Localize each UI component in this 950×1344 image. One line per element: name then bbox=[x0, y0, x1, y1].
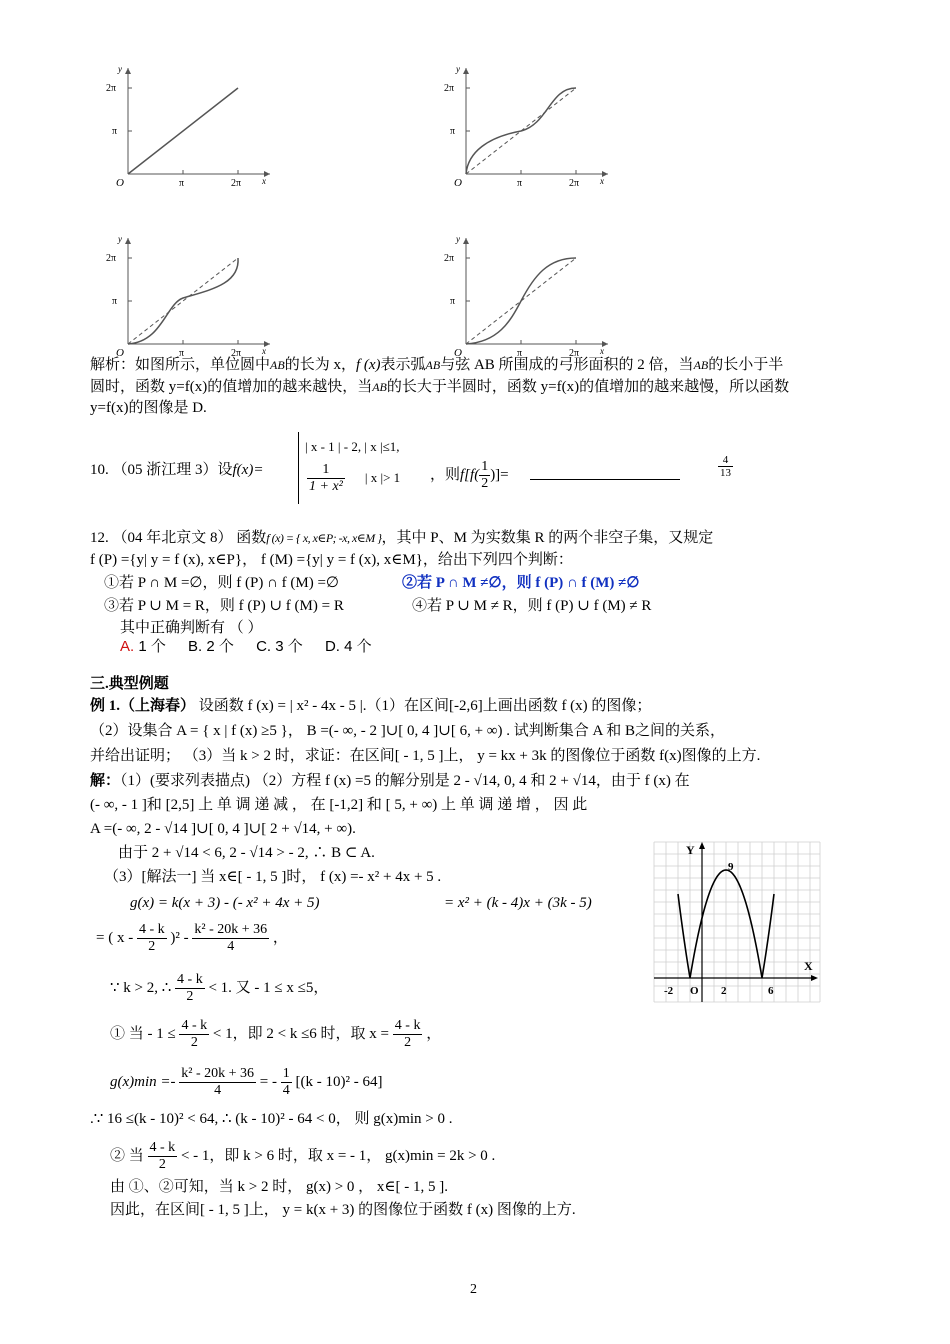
tick-6: 6 bbox=[768, 985, 774, 997]
ex1-sol-9: ① 当 - 1 ≤ $\frac{4 - k}{2}$ < 1，即 2 < k ≤6 时，取 x = $\frac{4 - k}{2}$ ， bbox=[110, 1018, 442, 1050]
svg-text:y: y bbox=[118, 234, 122, 244]
q10-piecewise: | x - 1 | - 2, | x |≤1, $\frac{1}{\text{1 + x²}}$ | x |> 1 bbox=[298, 432, 429, 504]
ex1-sol-7: = ( x - $\frac{4 - k}{2}$ )² - $\frac{\text{k² - 20k + 36}}{4}$ ， bbox=[96, 922, 288, 954]
graph-d bbox=[438, 232, 618, 362]
x-axis-label: x bbox=[262, 176, 266, 186]
q12-judgement-1: ①若 P ∩ M =∅，则 f (P) ∩ f (M) =∅ bbox=[104, 575, 339, 591]
svg-text:2π: 2π bbox=[569, 178, 580, 189]
ex1-sol-14: 因此，在区间[ - 1, 5 ]上， y = k(x + 3) 的图像位于函数 f (x) 图像的上方. bbox=[110, 1202, 576, 1218]
graph-a bbox=[100, 62, 280, 192]
graph-x-label: X bbox=[804, 959, 813, 973]
q12-line-1: 12. （04 年北京文 8） 函数f (x) = { x, x∈P; -x, x∈M }，其中 P、M 为实数集 R 的两个非空子集，又规定 bbox=[90, 530, 714, 546]
ex1-sol-2: (- ∞, - 1 ]和 [2,5] 上 单 调 递 减 ， 在 [-1,2] 和 [ 5, + ∞) 上 单 调 递 增 ， 因 此 bbox=[90, 797, 588, 813]
graph-peak-label: 9 bbox=[728, 861, 734, 873]
q12-option-b: B. 2 个 bbox=[188, 638, 234, 655]
tick-2pi: 2π bbox=[106, 83, 117, 94]
svg-text:O: O bbox=[454, 177, 462, 189]
svg-text:x: x bbox=[600, 176, 604, 186]
q12-options: A. 1 个 B. 2 个 C. 3 个 D. 4 个 bbox=[120, 638, 372, 655]
ex1-sol-11: .∵ 16 ≤(k - 10)² < 64, ∴ (k - 10)² - 64 < 0， 则 g(x)min > 0 . bbox=[90, 1111, 453, 1127]
section-title: 三.典型例题 bbox=[90, 676, 169, 692]
ex1-sol-5: （3）[解法一] 当 x∈[ - 1, 5 ]时， f (x) =- x² + 4x + 5 . bbox=[104, 869, 442, 885]
svg-text:2π: 2π bbox=[231, 348, 242, 359]
q10-answer: $\frac{4}{13}$ bbox=[720, 454, 731, 479]
tick-origin: O bbox=[690, 985, 699, 997]
q10-label: 10. （05 浙江理 3）设f(x)= bbox=[90, 462, 264, 478]
q12-ask: 其中正确判断有 （ ） bbox=[120, 620, 263, 636]
ex1-sol-1: 解：（1）(要求列表描点) （2）方程 f (x) =5 的解分别是 2 - √14, 0, 4 和 2 + √14，由于 f (x) 在 bbox=[90, 773, 690, 789]
svg-text:x: x bbox=[262, 346, 266, 356]
q10-then: ，则f[f( $\frac{1}{2}$ )]= bbox=[430, 459, 509, 491]
svg-text:2π: 2π bbox=[444, 83, 455, 94]
ex1-line-2: （2）设集合 A = { x | f (x) ≥5 }， B =(- ∞, - 2 ]∪[ 0, 4 ]∪[ 6, + ∞) . 试判断集合 A 和 B之间的关系， bbox=[90, 723, 726, 739]
tick-2pi-x: 2π bbox=[231, 178, 242, 189]
tick-pi: π bbox=[112, 126, 118, 137]
q12-line-2: f (P) ={y| y = f (x), x∈P}， f (M) ={y| y = f (x), x∈M}，给出下列四个判断： bbox=[90, 552, 573, 568]
svg-text:π: π bbox=[517, 178, 523, 189]
tick-2: 2 bbox=[721, 985, 727, 997]
ex1-sol-10: g(x)min =- $\frac{\text{k² - 20k + 36}}{4}$ = - $\frac{1}{4}$ [(k - 10)² - 64] bbox=[110, 1066, 383, 1098]
svg-text:2π: 2π bbox=[106, 253, 117, 264]
q10-answer-blank bbox=[530, 479, 680, 480]
ex1-sol-4: 由于 2 + √14 < 6, 2 - √14 > - 2, ∴ B ⊂ A. bbox=[118, 845, 375, 861]
q12-option-a: A. bbox=[120, 638, 135, 655]
svg-text:2π: 2π bbox=[444, 253, 455, 264]
ex1-sol-6b: = x² + (k - 4)x + (3k - 5) bbox=[444, 895, 592, 911]
q12-judgement-4: ④若 P ∪ M ≠ R，则 f (P) ∪ f (M) ≠ R bbox=[412, 598, 652, 614]
ex1-sol-6a: g(x) = k(x + 3) - (- x² + 4x + 5) bbox=[130, 895, 320, 911]
svg-text:O: O bbox=[116, 347, 124, 359]
ex1-line-3: 并给出证明； （3）当 k > 2 时，求证：在区间[ - 1, 5 ]上， y = kx + 3k 的图像位于函数 f(x)图像的上方. bbox=[90, 748, 761, 764]
q12-judgement-3: ③若 P ∪ M = R，则 f (P) ∪ f (M) = R bbox=[104, 598, 344, 614]
svg-text:x: x bbox=[600, 346, 604, 356]
svg-text:π: π bbox=[450, 126, 456, 137]
analysis-line-1: 解析：如图所示，单位圆中AB的长为 x，f (x)表示弧AB与弦 AB 所围成的弓形面积的 2 倍，当AB的长小于半 bbox=[90, 357, 784, 373]
analysis-line-3: y=f(x)的图像是 D. bbox=[90, 400, 207, 416]
graph-c bbox=[100, 232, 280, 362]
ex1-sol-3: A =(- ∞, 2 - √14 ]∪[ 0, 4 ]∪[ 2 + √14, + ∞). bbox=[90, 821, 356, 837]
y-axis-label: y bbox=[118, 64, 122, 74]
tick-minus-2: -2 bbox=[664, 985, 674, 997]
analysis-line-2: 圆时，函数 y=f(x)的值增加的越来越快，当AB的长大于半圆时，函数 y=f(x)的值增加的越来越慢，所以函数 bbox=[90, 379, 790, 395]
svg-text:O: O bbox=[454, 347, 462, 359]
tick-pi-x: π bbox=[179, 178, 185, 189]
svg-text:π: π bbox=[450, 296, 456, 307]
graph-y-label: Y bbox=[686, 843, 695, 857]
ex1-line-1: 例 1.（上海春） 设函数 f (x) = | x² - 4x - 5 |.（1）在区间[-2,6]上画出函数 f (x) 的图像； bbox=[90, 698, 652, 714]
q12-option-d: D. 4 个 bbox=[324, 638, 372, 655]
svg-text:π: π bbox=[179, 348, 185, 359]
example-graph bbox=[650, 838, 824, 1006]
page-number: 2 bbox=[470, 1282, 477, 1297]
ex1-sol-12: ② 当 $\frac{4 - k}{2}$ < - 1，即 k > 6 时，取 x = - 1， g(x)min = 2k > 0 . bbox=[110, 1140, 496, 1172]
q12-option-c: C. 3 个 bbox=[256, 638, 303, 655]
origin-label: O bbox=[116, 177, 124, 189]
graph-b bbox=[438, 62, 618, 192]
svg-text:π: π bbox=[517, 348, 523, 359]
svg-text:π: π bbox=[112, 296, 118, 307]
q12-judgement-2: ②若 P ∩ M ≠∅，则 f (P) ∩ f (M) ≠∅ bbox=[402, 575, 640, 591]
svg-text:2π: 2π bbox=[569, 348, 580, 359]
svg-text:y: y bbox=[456, 64, 460, 74]
svg-text:y: y bbox=[456, 234, 460, 244]
ex1-sol-8: ∵ k > 2, ∴ $\frac{4 - k}{2}$ < 1. 又 - 1 ≤ x ≤5， bbox=[110, 972, 329, 1004]
ex1-sol-13: 由 ①、②可知，当 k > 2 时， g(x) > 0 ， x∈[ - 1, 5 ]. bbox=[110, 1179, 448, 1195]
